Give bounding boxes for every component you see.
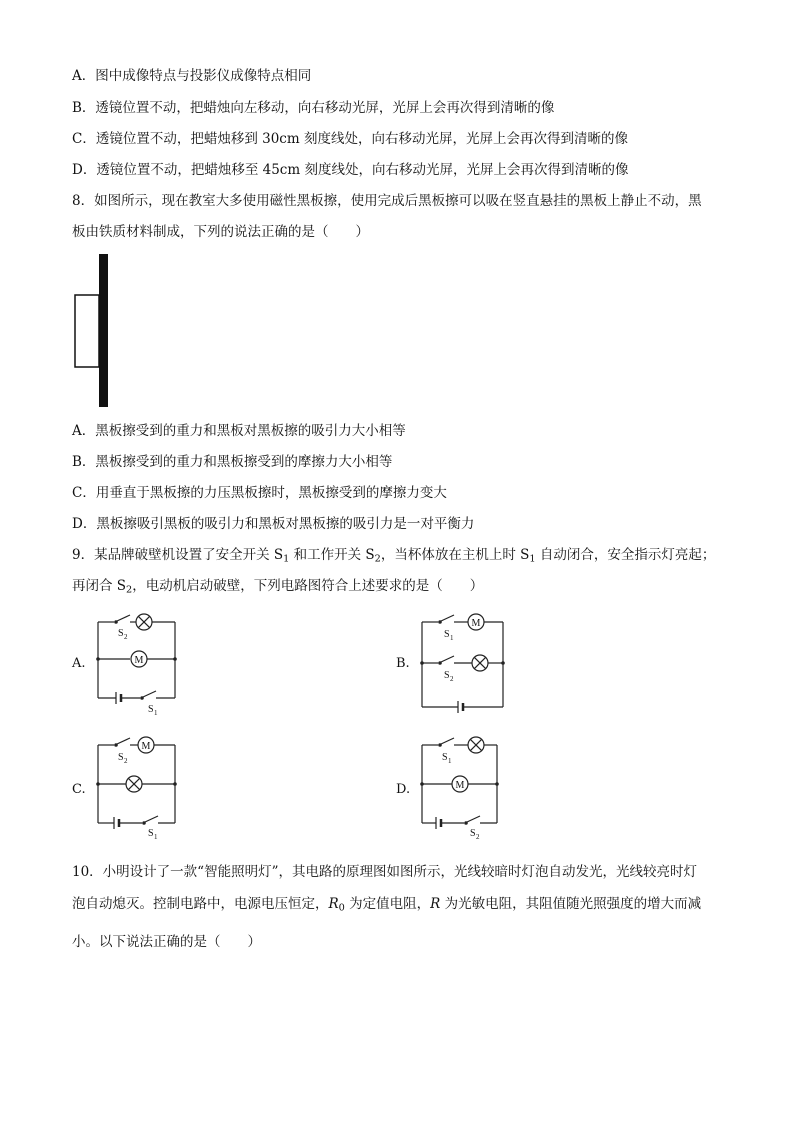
q9-option-a-label: A. <box>72 656 86 671</box>
svg-text:2: 2 <box>124 633 128 641</box>
circuit-a <box>90 610 190 720</box>
q8-option-b: B．黑板擦受到的重力和黑板擦受到的摩擦力大小相等 <box>72 454 393 470</box>
svg-text:2: 2 <box>124 757 128 765</box>
q7-option-c: C．透镜位置不动，把蜡烛移到 30cm 刻度线处，向右移动光屏，光屏上会再次得到清晰的像 <box>72 131 628 147</box>
q9-option-c-label: C. <box>72 782 86 797</box>
q8-option-a: A．黑板擦受到的重力和黑板对黑板擦的吸引力大小相等 <box>72 423 406 439</box>
circuit-c <box>90 733 190 843</box>
blackboard <box>99 254 108 407</box>
svg-text:S: S <box>444 629 450 640</box>
svg-text:1: 1 <box>450 634 454 642</box>
q7-option-b: B．透镜位置不动，把蜡烛向左移动，向右移动光屏，光屏上会再次得到清晰的像 <box>72 100 555 116</box>
svg-text:S: S <box>118 752 124 763</box>
svg-text:S: S <box>444 670 450 681</box>
svg-text:M: M <box>471 618 481 629</box>
svg-text:S: S <box>442 752 448 763</box>
svg-text:2: 2 <box>450 675 454 683</box>
q9-stem-line1: 9．某品牌破壁机设置了安全开关 $S_1$ 和工作开关 $S_2$，当杯体放在主机上时 $S_1$ 自动闭合，安全指示灯亮起； <box>72 547 716 565</box>
circuit-d <box>414 733 514 843</box>
q7-option-d: D．透镜位置不动，把蜡烛移至 45cm 刻度线处，向右移动光屏，光屏上会再次得到清晰的像 <box>72 162 629 178</box>
q9-option-d-label: D. <box>396 782 411 797</box>
svg-text:S: S <box>148 704 154 715</box>
svg-text:2: 2 <box>476 833 480 841</box>
q9-stem-line2: 再闭合 $S_2$，电动机启动破壁，下列电路图符合上述要求的是（ ） <box>72 578 484 596</box>
eraser <box>75 295 99 367</box>
svg-text:S: S <box>118 628 124 639</box>
q8-option-c: C．用垂直于黑板擦的力压黑板擦时，黑板擦受到的摩擦力变大 <box>72 485 447 501</box>
q7-option-a: A．图中成像特点与投影仪成像特点相同 <box>72 68 312 84</box>
blackboard-eraser-figure <box>70 254 120 409</box>
svg-text:1: 1 <box>154 833 158 841</box>
q10-stem-line2: 泡自动熄灭。控制电路中，电源电压恒定，$R_0$ 为定值电阻，R 为光敏电阻，其阻值随光照强度的增大而减 <box>72 896 702 914</box>
q8-stem-line2: 板由铁质材料制成，下列的说法正确的是（ ） <box>72 224 369 240</box>
svg-text:M: M <box>141 741 151 752</box>
circuit-b <box>414 610 514 720</box>
svg-text:1: 1 <box>448 757 452 765</box>
svg-text:1: 1 <box>154 709 158 717</box>
svg-text:M: M <box>455 780 465 791</box>
q10-stem-line3: 小。以下说法正确的是（ ） <box>72 934 261 950</box>
q9-option-b-label: B. <box>396 656 410 671</box>
svg-text:M: M <box>134 655 144 666</box>
q8-stem-line1: 8．如图所示，现在教室大多使用磁性黑板擦，使用完成后黑板擦可以吸在竖直悬挂的黑板上静止不动，黑 <box>72 193 702 209</box>
svg-text:S: S <box>470 828 476 839</box>
q8-option-d: D．黑板擦吸引黑板的吸引力和黑板对黑板擦的吸引力是一对平衡力 <box>72 516 475 532</box>
q10-stem-line1: 10．小明设计了一款“智能照明灯”，其电路的原理图如图所示，光线较暗时灯泡自动发光，光线较亮时灯 <box>72 864 697 880</box>
svg-text:S: S <box>148 828 154 839</box>
